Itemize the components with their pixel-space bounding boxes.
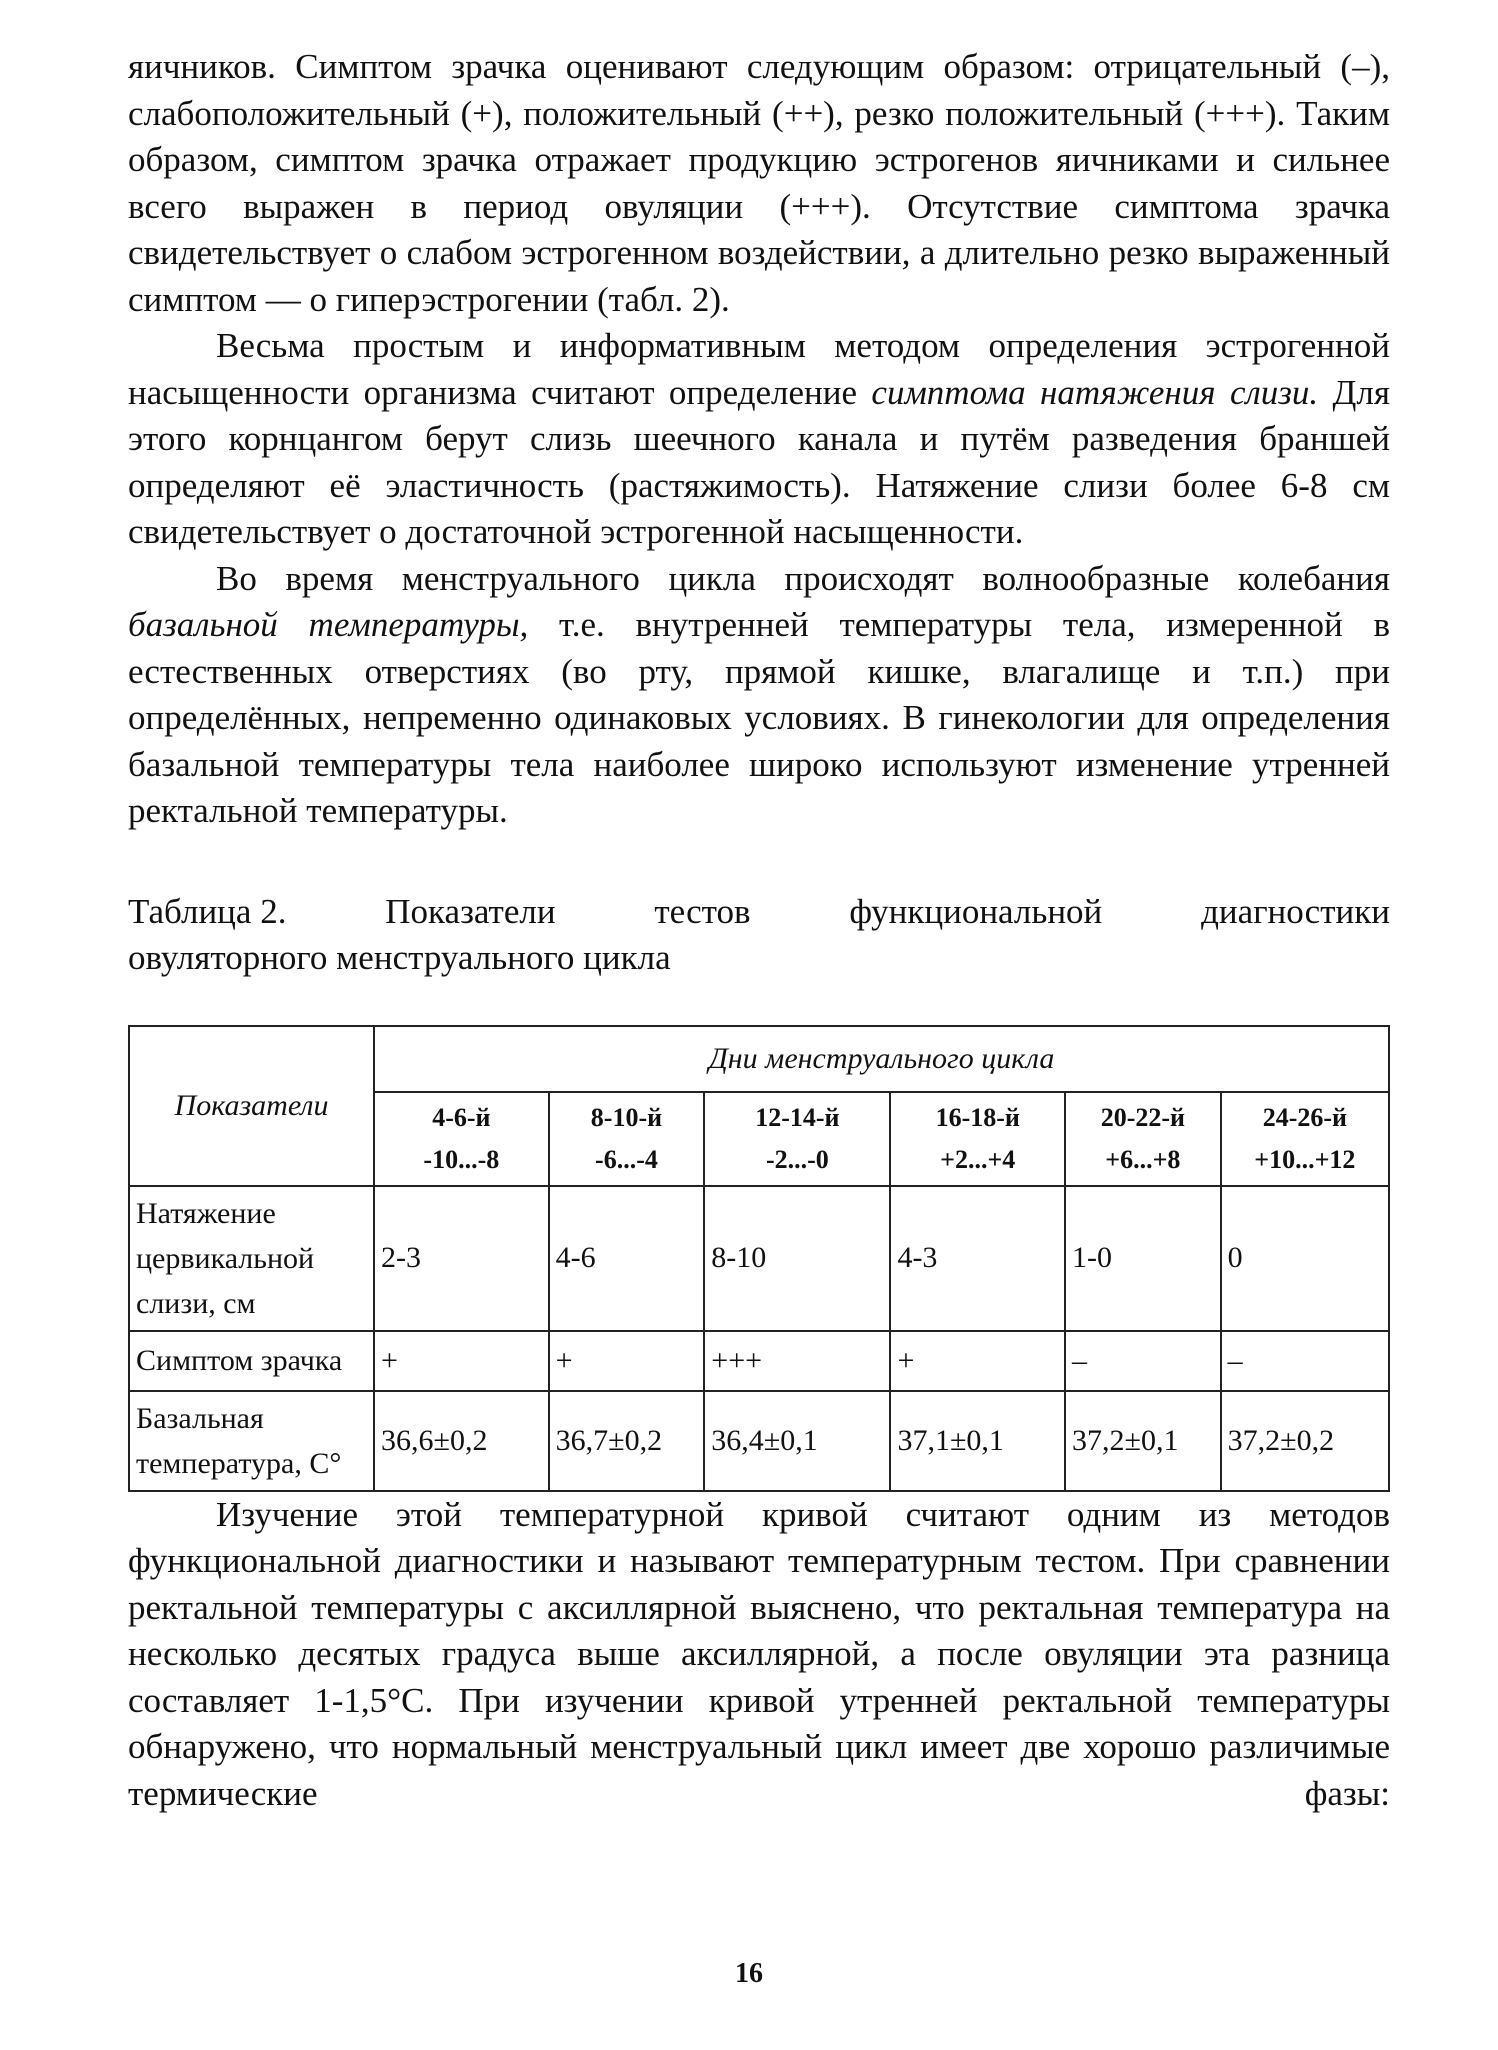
table-cell: 36,4±0,1 <box>704 1391 890 1491</box>
day-cell: 20-22-й +6...+8 <box>1065 1092 1221 1186</box>
table-row <box>129 1186 1389 1331</box>
page-number: 16 <box>735 1958 763 1989</box>
day-cell: 24-26-й +10...+12 <box>1221 1092 1389 1186</box>
table-cell: + <box>374 1331 549 1391</box>
day-cell: 4-6-й -10...-8 <box>374 1092 549 1186</box>
caption-word: диагностики <box>1201 891 1390 931</box>
table-cell: 4-3 <box>890 1186 1065 1331</box>
table-cell: 8-10 <box>704 1186 890 1331</box>
table-cell: +++ <box>704 1331 890 1391</box>
table-cell: – <box>1065 1331 1221 1391</box>
paragraph-pupil-symptom: яичников. Симптом зрачка оценивают следующим образом: отрицательный (–), слабоположительный (+), положительный (++), резко положительный (+++). Таким образом, симптом зрачка отражает продукцию эстрогенов яичниками и сильнее всего выражен в период овуляции (+++). Отсутствие симптома зрачка свидетельствует о слабом эстрогенном воздействии, а длительно резко выраженный симптом — о гиперэстрогении (табл. 2). <box>128 47 1390 319</box>
p3-text-after: т.е. внутренней температуры тела, измеренной в естественных отверстиях (во рту, прямой кишке, влагалище и т.п.) при определённых, непременно одинаковых условиях. В гинекологии для определения базальной температуры тела наиболее широко используют изменение утренней ректальной температуры. <box>128 605 1390 830</box>
table-cell: + <box>549 1331 705 1391</box>
row-label: Натяжение цервикальной слизи, см <box>129 1186 374 1331</box>
day-cell: 8-10-й -6...-4 <box>549 1092 705 1186</box>
paragraph-temperature-test: Изучение этой температурной кривой считают одним из методов функциональной диагностики и называют температурным тестом. При сравнении ректальной температуры с аксиллярной выяснено, что ректальная температура на несколько десятых градуса выше аксиллярной, а после овуляции эта разница составляет 1-1,5°С. При изучении кривой утренней ректальной температуры обнаружено, что нормальный менструальный цикл имеет две хорошо различимые термические фазы: <box>128 1494 1390 1813</box>
caption-word: функциональной <box>849 891 1103 931</box>
paragraph-basal-temperature <box>128 556 1390 835</box>
table-row <box>129 1391 1389 1491</box>
caption-line-1 <box>128 889 1390 935</box>
table-cell: 0 <box>1221 1186 1389 1331</box>
table-cell: 36,7±0,2 <box>549 1391 705 1491</box>
day-cell: 16-18-й +2...+4 <box>890 1092 1065 1186</box>
p3-italic-term: базальной температуры, <box>128 605 529 644</box>
caption-word: тестов <box>654 891 751 931</box>
p3-text-before: Во время менструального цикла происходят волнообразные колебания <box>216 558 1390 598</box>
table-cell: 4-6 <box>549 1186 705 1331</box>
table-cell: 37,1±0,1 <box>890 1391 1065 1491</box>
diagnostics-table <box>128 1025 1390 1492</box>
table-caption <box>128 889 1390 981</box>
table-row <box>129 1331 1389 1391</box>
row-label: Симптом зрачка <box>129 1331 374 1391</box>
p2-text-after: Для этого корнцангом берут слизь шеечного канала и путём разведения браншей определяют её эластичность (растяжимость). Натяжение слизи более 6-8 см свидетельствует о достаточной эстрогенной насыщенности. <box>128 372 1390 551</box>
header-parameters: Показатели <box>129 1026 374 1186</box>
caption-line-2: овуляторного менструального цикла <box>128 937 671 977</box>
p2-italic-term: симптома натяжения слизи. <box>871 372 1319 412</box>
table-cell: 2-3 <box>374 1186 549 1331</box>
table-cell: 37,2±0,1 <box>1065 1391 1221 1491</box>
header-cycle-days: Дни менструального цикла <box>374 1026 1389 1092</box>
day-cell: 12-14-й -2...-0 <box>704 1092 890 1186</box>
paragraph-mucus-tension <box>128 323 1390 556</box>
table-cell: 1-0 <box>1065 1186 1221 1331</box>
table-cell: + <box>890 1331 1065 1391</box>
caption-word: Показатели <box>385 891 556 931</box>
table-cell: – <box>1221 1331 1389 1391</box>
table-cell: 36,6±0,2 <box>374 1391 549 1491</box>
caption-word: Таблица 2. <box>128 891 287 931</box>
table-cell: 37,2±0,2 <box>1221 1391 1389 1491</box>
row-label: Базальная температура, С° <box>129 1391 374 1491</box>
page-content <box>128 44 1390 1817</box>
p2-text-before: Весьма простым и информативным методом определения эстрогенной насыщенности организма считают определение <box>128 326 1390 412</box>
